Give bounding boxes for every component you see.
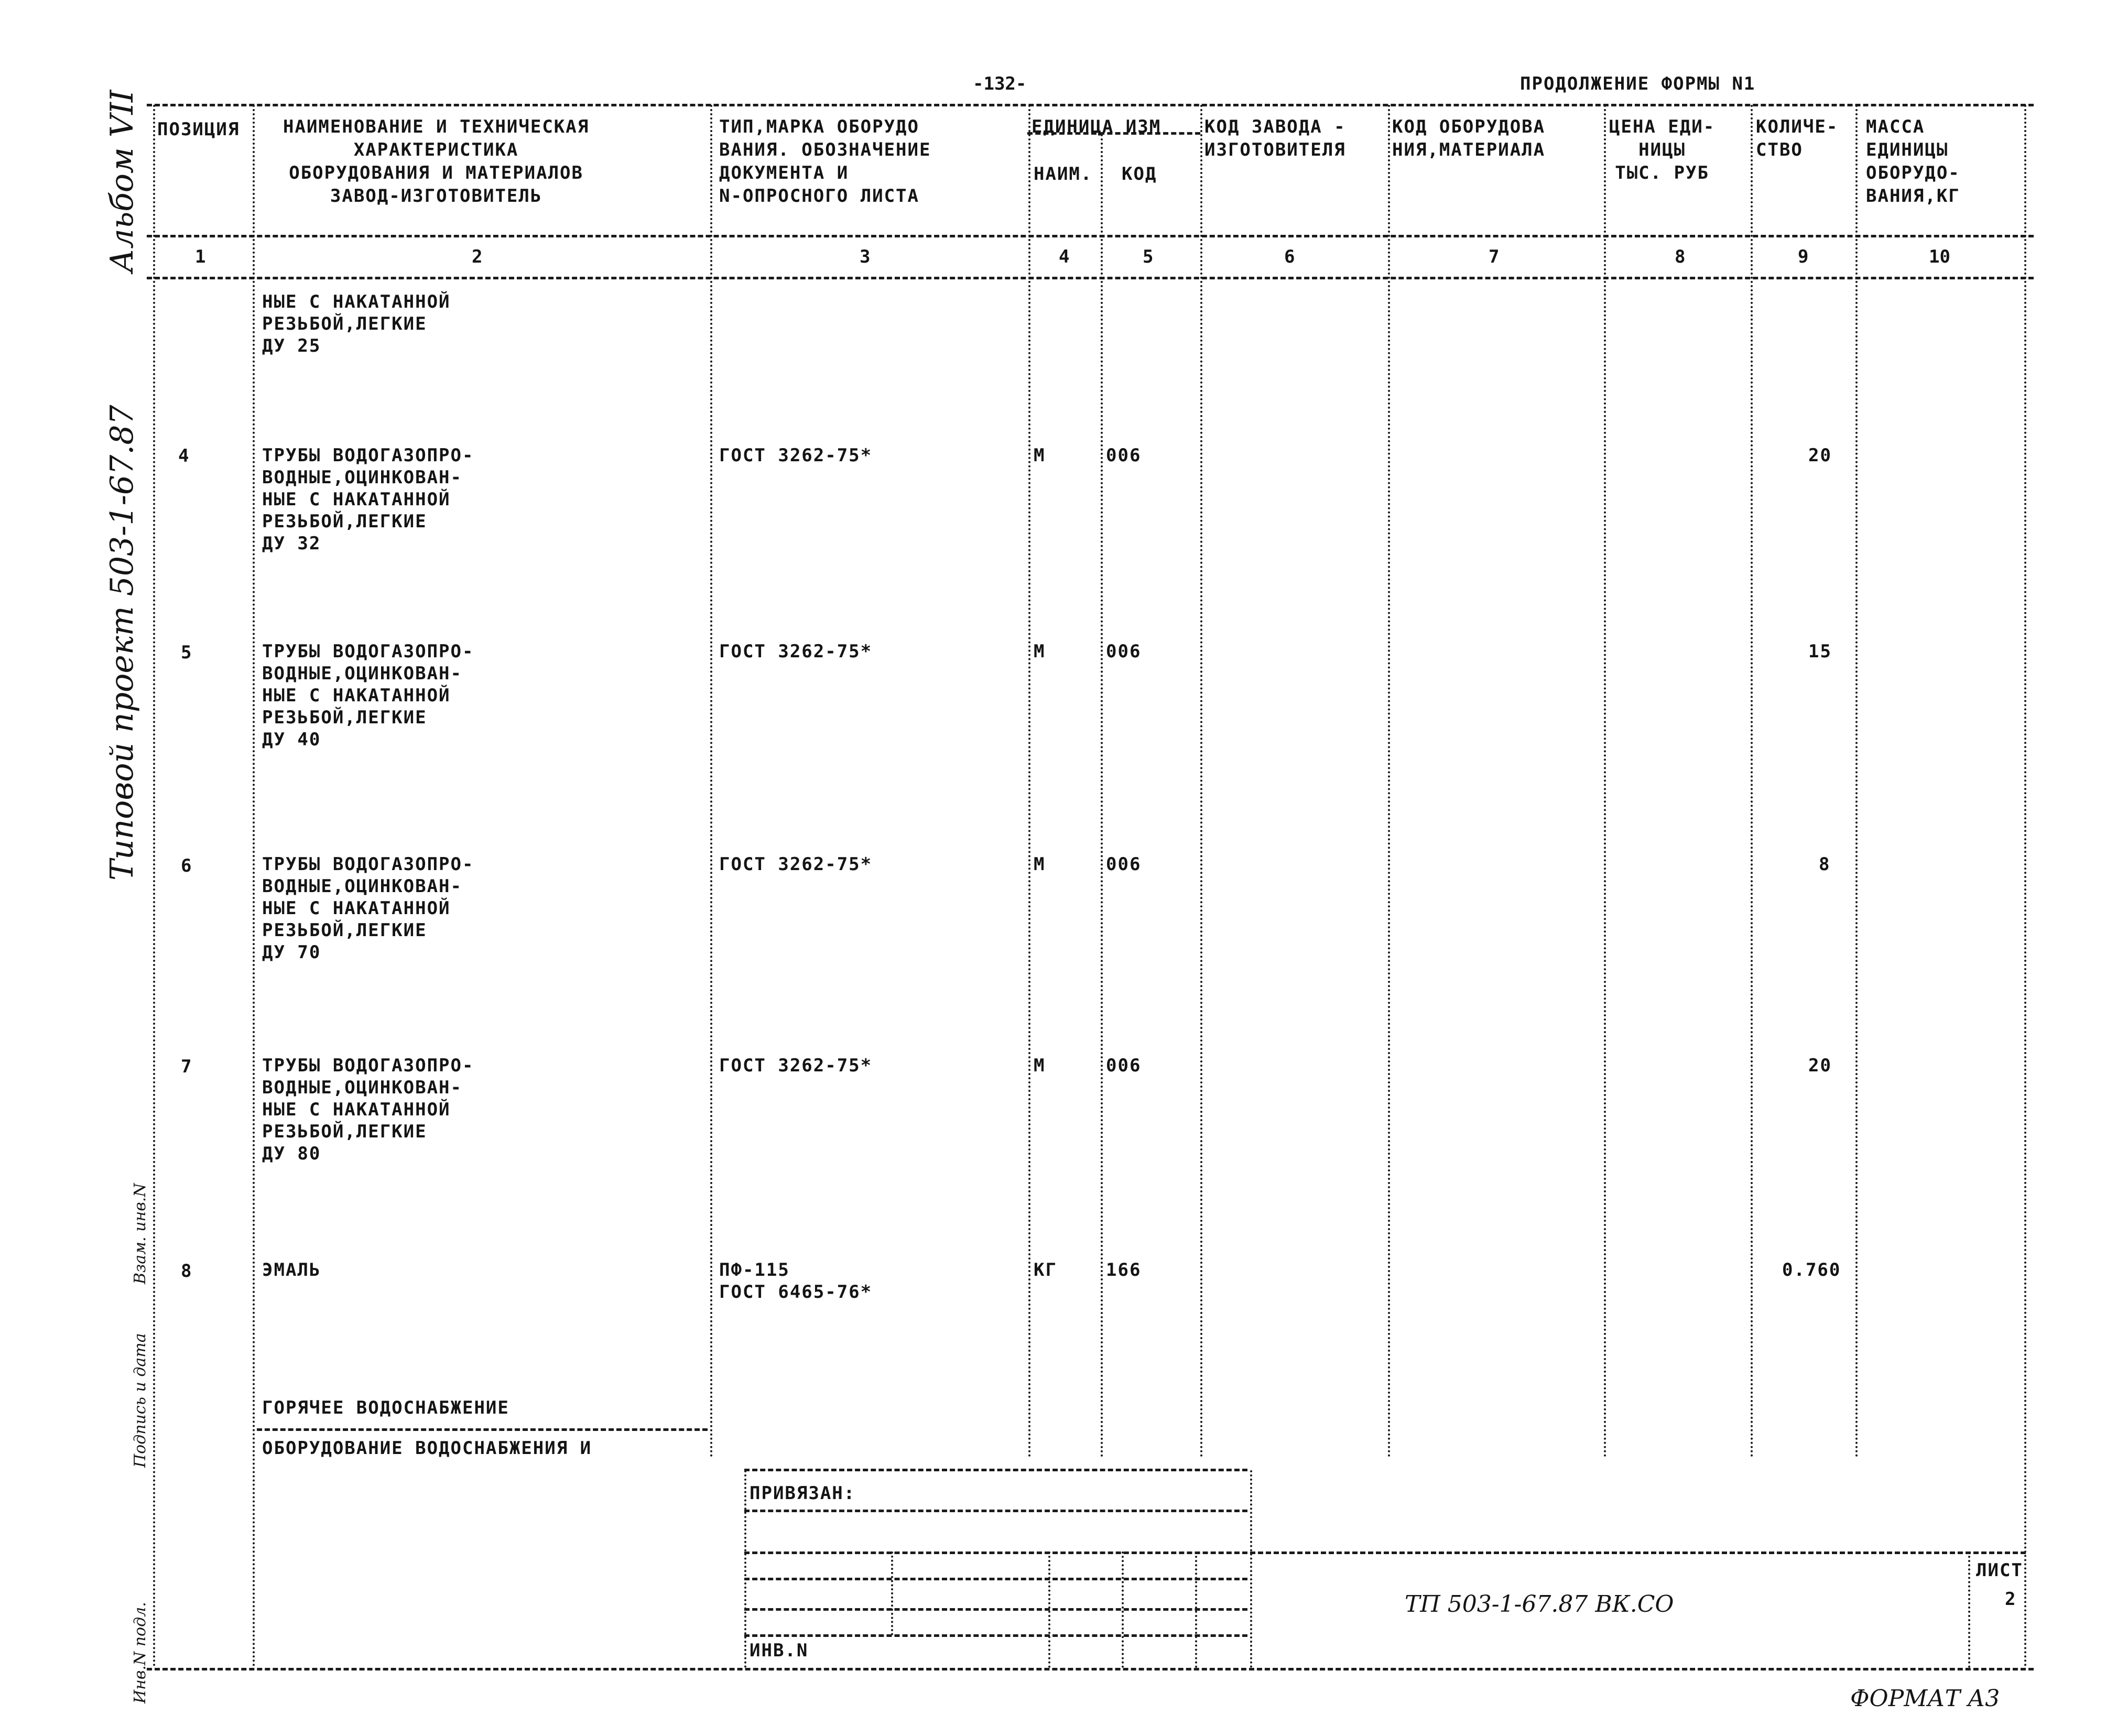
row-quantity: 20: [1808, 445, 1832, 466]
col-divider-3: [710, 105, 712, 1458]
table-bottom-border: [147, 1668, 2034, 1670]
page-number: -132-: [973, 73, 1027, 94]
stamp-bound-label: ПРИВЯЗАН:: [750, 1483, 856, 1504]
header-type: ТИП,МАРКА ОБОРУДО ВАНИЯ. ОБОЗНАЧЕНИЕ ДОКУМЕНТА И N-ОПРОСНОГО ЛИСТА: [719, 116, 931, 207]
row-type-doc: ГОСТ 3262-75*: [719, 641, 873, 662]
header-quantity: КОЛИЧЕ- СТВО: [1756, 116, 1839, 160]
header-unit-price: ЦЕНА ЕДИ- НИЦЫ ТЫС. РУБ: [1609, 116, 1716, 183]
sheet-label: ЛИСТ: [1976, 1560, 2023, 1581]
row-item-name: ТРУБЫ ВОДОГАЗОПРО- ВОДНЫЕ,ОЦИНКОВАН- НЫЕ С НАКАТАННОЙ РЕЗЬБОЙ,ЛЕГКИЕ ДУ 80: [262, 1055, 474, 1164]
stamp-col-4: [1195, 1551, 1197, 1668]
header-factory-code: КОД ЗАВОДА - ИЗГОТОВИТЕЛЯ: [1204, 116, 1346, 160]
row-position: 6: [181, 855, 192, 876]
row-unit-name: М: [1034, 641, 1046, 662]
stamp-left-border: [744, 1470, 746, 1668]
continued-item-name: НЫЕ С НАКАТАННОЙ РЕЗЬБОЙ,ЛЕГКИЕ ДУ 25: [262, 291, 451, 356]
header-name: НАИМЕНОВАНИЕ И ТЕХНИЧЕСКАЯ ХАРАКТЕРИСТИКА ОБОРУДОВАНИЯ И МАТЕРИАЛОВ ЗАВОД-ИЗГОТОВИТЕЛЬ: [283, 116, 590, 207]
col-number-6: 6: [1284, 246, 1295, 267]
row-quantity: 8: [1819, 854, 1831, 875]
row-item-name: ЭМАЛЬ: [262, 1260, 321, 1281]
stamp-inv-label: ИНВ.N: [750, 1640, 809, 1661]
row-type-doc: ПФ-115 ГОСТ 6465-76*: [719, 1260, 873, 1303]
row-unit-name: М: [1034, 445, 1046, 466]
row-position: 5: [181, 642, 192, 663]
col-divider-8: [1604, 105, 1606, 1458]
row-quantity: 15: [1808, 641, 1832, 662]
stamp-col-2: [1048, 1551, 1050, 1668]
header-unit-mass: МАССА ЕДИНИЦЫ ОБОРУДО- ВАНИЯ,КГ: [1866, 116, 1960, 207]
row-unit-code: 006: [1106, 445, 1142, 466]
col-divider-9: [1751, 105, 1753, 1458]
stamp-row-line-2: [744, 1551, 1247, 1554]
row-quantity: 0.760: [1782, 1260, 1841, 1281]
col-number-5: 5: [1143, 246, 1154, 267]
margin-label-signature: Подпись и дата: [131, 1333, 149, 1468]
stamp-col-3: [1122, 1551, 1124, 1668]
col-divider-4: [1028, 105, 1030, 1458]
format-label: ФОРМАТ А3: [1850, 1685, 2000, 1712]
col-divider-11: [2024, 105, 2026, 1668]
margin-label-inv: Инв.N подл.: [131, 1602, 149, 1704]
col-number-7: 7: [1489, 246, 1500, 267]
header-unit-name: НАИМ.: [1034, 164, 1093, 185]
stamp-row-line-3: [744, 1578, 1247, 1580]
sheet-number: 2: [2005, 1589, 2017, 1610]
col-divider-7: [1388, 105, 1390, 1458]
row-unit-code: 006: [1106, 1055, 1142, 1076]
col-number-9: 9: [1798, 246, 1809, 267]
row-position: 7: [181, 1056, 192, 1077]
row-unit-code: 006: [1106, 641, 1142, 662]
header-unit-group: ЕДИНИЦА ИЗМ: [1032, 116, 1161, 137]
row-item-name: ТРУБЫ ВОДОГАЗОПРО- ВОДНЫЕ,ОЦИНКОВАН- НЫЕ С НАКАТАННОЙ РЕЗЬБОЙ,ЛЕГКИЕ ДУ 40: [262, 641, 474, 750]
col-divider-6: [1200, 105, 1202, 1458]
row-type-doc: ГОСТ 3262-75*: [719, 1055, 873, 1076]
row-item-name: ТРУБЫ ВОДОГАЗОПРО- ВОДНЫЕ,ОЦИНКОВАН- НЫЕ С НАКАТАННОЙ РЕЗЬБОЙ,ЛЕГКИЕ ДУ 70: [262, 854, 474, 963]
stamp-row-line-4: [744, 1608, 1247, 1611]
col-divider-5: [1101, 134, 1103, 1458]
col-number-10: 10: [1929, 246, 1950, 267]
row-unit-code: 006: [1106, 854, 1142, 875]
col-number-1: 1: [195, 246, 206, 267]
row-unit-name: М: [1034, 1055, 1046, 1076]
stamp-right-border: [1250, 1470, 1252, 1668]
header-position: ПОЗИЦИЯ: [157, 119, 240, 140]
row-type-doc: ГОСТ 3262-75*: [719, 854, 873, 875]
stamp-col-1: [891, 1551, 893, 1635]
document-code: ТП 503-1-67.87 ВК.СО: [1405, 1591, 1674, 1618]
row-item-name: ТРУБЫ ВОДОГАЗОПРО- ВОДНЫЕ,ОЦИНКОВАН- НЫЕ С НАКАТАННОЙ РЕЗЬБОЙ,ЛЕГКИЕ ДУ 32: [262, 445, 474, 554]
row-unit-name: М: [1034, 854, 1046, 875]
row-quantity: 20: [1808, 1055, 1832, 1076]
col-divider-1: [153, 105, 155, 1668]
row-position: 4: [178, 446, 189, 466]
col-number-8: 8: [1675, 246, 1686, 267]
col-number-2: 2: [472, 246, 483, 267]
section-subtitle: ОБОРУДОВАНИЕ ВОДОСНАБЖЕНИЯ И: [262, 1438, 592, 1459]
stamp-row-line-1: [744, 1510, 1247, 1512]
sheet-box-divider: [1968, 1551, 1970, 1668]
col-number-4: 4: [1059, 246, 1070, 267]
stamp-row-line-5: [744, 1634, 1247, 1637]
margin-project-label: Типовой проект 503-1-67.87: [104, 405, 140, 881]
header-unit-code: КОД: [1122, 164, 1157, 185]
row-position: 8: [181, 1261, 192, 1282]
header-equipment-code: КОД ОБОРУДОВА НИЯ,МАТЕРИАЛА: [1392, 116, 1546, 160]
continuation-label: ПРОДОЛЖЕНИЕ ФОРМЫ N1: [1520, 73, 1756, 94]
row-type-doc: ГОСТ 3262-75*: [719, 445, 873, 466]
section-title: ГОРЯЧЕЕ ВОДОСНАБЖЕНИЕ: [262, 1397, 509, 1418]
title-block-line: [1250, 1551, 2026, 1554]
col-number-3: 3: [860, 246, 871, 267]
col-divider-10: [1855, 105, 1858, 1458]
row-unit-code: 166: [1106, 1260, 1142, 1281]
stamp-top-border: [744, 1469, 1247, 1471]
margin-label-replace: Взам. инв.N: [131, 1183, 149, 1284]
row-unit-name: КГ: [1034, 1260, 1057, 1281]
margin-album-label: Альбом VII: [104, 90, 140, 273]
section-divider: [257, 1428, 708, 1431]
col-divider-2: [253, 105, 255, 1668]
